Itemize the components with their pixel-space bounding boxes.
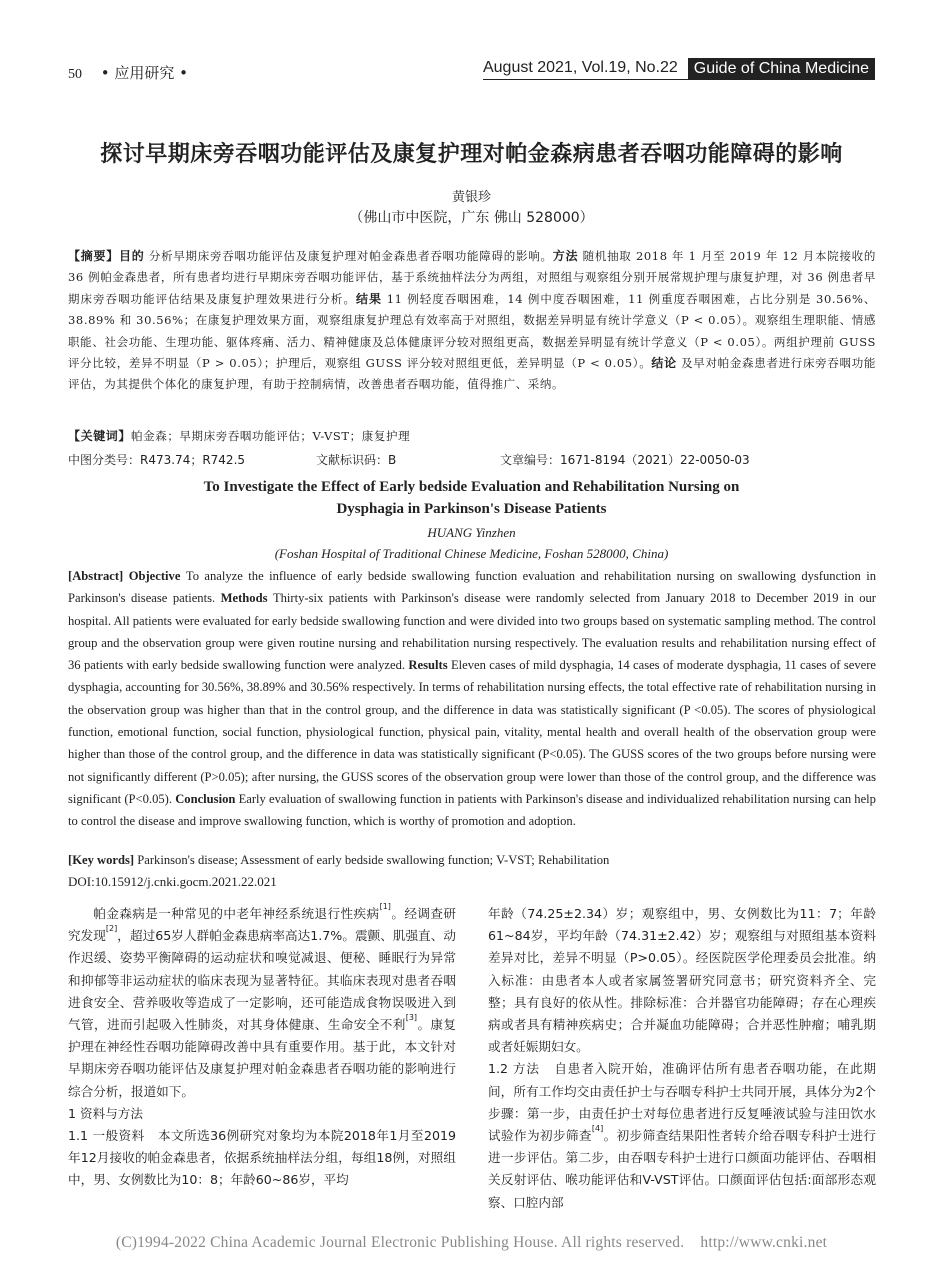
- running-header-right: [483, 58, 875, 80]
- body-text: ，超过65岁人群帕金森患病率高达1.7%。震颤、肌强直、动作迟缓、姿势平衡障碍的运动症状和嗅觉减退、便秘、睡眠行为异常和抑郁等非运动症状的临床表现为显著特征。其临床表现对患者吞咽进食安全、营养吸收等造成了一定影响，还可能造成食物误吸进入到气管，进而引起吸入性肺炎，对其身体健康、生命安全不利: [68, 928, 457, 1033]
- abstract-cn-methods-label: 方法: [552, 249, 579, 263]
- abstract-en-results: Eleven cases of mild dysphagia, 14 cases of moderate dysphagia, 11 cases of severe dysphagia, accounting for 30.56%, 38.89% and 30.56% respectively. In terms of rehabilitation nursing effects, the total effective rate of rehabilitation nursing in the observation group was higher than that in the control group, and the difference in data was statistically significant (P <0.05). The scores of physiological function, emotional function, social function, physiological function, physical pain, vitality, mental health and overall health of the observation group were higher than those of the control group, and the difference in data was statistically significant (P<0.05). The GUSS scores of the two groups before nursing were not significantly different (P>0.05); after nursing, the GUSS scores of the observation group were lower than those of the control group, and the difference was significant (P<0.05).: [68, 658, 876, 806]
- body-text: 。经调查研究发现: [68, 906, 457, 944]
- section-label: • 应用研究 •: [100, 64, 189, 82]
- abstract-cn-objective: 分析早期床旁吞咽功能评估及康复护理对帕金森患者吞咽功能障碍的影响。: [148, 249, 553, 263]
- body-text: 自患者入院开始，准确评估所有患者吞咽功能，在此期间，所有工作均交由责任护士与吞咽专科护士共同开展，具体分为2个步骤：第一步，由责任护士对每位患者进行反复唾液试验与洼田饮水试验作为初步筛查: [488, 1061, 876, 1144]
- abstract-en: [68, 565, 876, 833]
- section-heading: 1 资料与方法: [68, 1105, 143, 1121]
- document-code: 文献标识码：B: [316, 453, 397, 467]
- reference-marker[interactable]: [3]: [405, 1013, 418, 1023]
- issue-info: August 2021, Vol.19, No.22: [483, 58, 688, 80]
- article-title-en-line2: Dysphagia in Parkinson's Disease Patients: [336, 501, 607, 517]
- clc-number: 中图分类号：R473.74；R742.5: [68, 453, 246, 467]
- body-text: 年龄（74.25±2.34）岁；观察组中，男、女例数比为11：7；年龄61~84岁，平均年龄（74.31±2.42）岁；观察组与对照组基本资料差异对比，差异不明显（P>0.05）。经医院医学伦理委员会批准。纳入标准：由患者本人或者家属签署研究同意书；研究资料齐全、完整；具有良好的依从性。排除标准：合并器官功能障碍；存在心理疾病或者具有精神疾病史；合并凝血功能障碍；合并恶性肿瘤；哺乳期或者妊娠期妇女。: [488, 906, 876, 1055]
- author-en: HUANG Yinzhen: [427, 525, 516, 540]
- abstract-en-objective-label: Objective: [128, 569, 181, 583]
- abstract-cn-conclusion-label: 结论: [651, 356, 677, 371]
- affiliation-cn: （佛山市中医院，广东 佛山 528000）: [349, 210, 594, 226]
- keywords-en-label: [Key words]: [68, 853, 135, 867]
- journal-name-badge: Guide of China Medicine: [688, 58, 875, 80]
- abstract-cn: [68, 246, 876, 396]
- abstract-cn-label: 【摘要】: [68, 249, 119, 263]
- article-number: 文章编号：1671-8194（2021）22-0050-03: [500, 453, 750, 467]
- abstract-en-conclusion: Early evaluation of swallowing function in patients with Parkinson's disease and individualized rehabilitation nursing can help to control the disease and improve swallowing function, which is worthy of promotion and adoption.: [68, 791, 876, 829]
- abstract-cn-methods: 随机抽取 2018 年 1 月至 2019 年 12 月本院接收的 36 例帕金森患者，所有患者均进行早期床旁吞咽功能评估，基于系统抽样法分为两组，对照组与观察组分别开展常规护理与康复护理，对 36 例患者早期床旁吞咽功能评估结果及康复护理效果进行分析。: [68, 249, 877, 306]
- body-text: 。初步筛查结果阳性者转介给吞咽专科护士进行进一步评估。第二步，由吞咽专科护士进行口颜面功能评估、吞咽相关反射评估、喉功能评估和V-VST评估。口颜面评估包括:面部形态观察、口腔内部: [488, 1128, 877, 1210]
- body-paragraph: [488, 903, 876, 1058]
- body-column-right: [488, 903, 876, 1214]
- article-title-en-line1: To Investigate the Effect of Early bedside Evaluation and Rehabilitation Nursing on: [203, 479, 740, 495]
- body-column-left: [68, 903, 456, 1192]
- abstract-cn-conclusion: 及早对帕金森患者进行床旁吞咽功能评估，为其提供个体化的康复护理，有助于控制病情，改善患者吞咽功能，值得推广、采纳。: [68, 356, 876, 392]
- subsection-heading: 1.1 一般资料: [68, 1128, 145, 1144]
- abstract-cn-results-label: 结果: [355, 291, 383, 306]
- keywords-en-text: Parkinson's disease; Assessment of early bedside swallowing function; V-VST; Rehabilitation: [137, 853, 610, 867]
- footer-url[interactable]: http://www.cnki.net: [700, 1234, 828, 1251]
- abstract-en-conclusion-label: Conclusion: [175, 791, 236, 806]
- abstract-en-objective: To analyze the influence of early bedside swallowing function evaluation and rehabilitation nursing on swallowing dysfunction in Parkinson's disease patients.: [68, 569, 876, 606]
- copyright-footer: [0, 1234, 943, 1252]
- keywords-cn-text: 帕金森；早期床旁吞咽功能评估；V-VST；康复护理: [131, 429, 411, 443]
- body-text: 帕金森病是一种常见的中老年神经系统退行性疾病: [93, 906, 380, 921]
- abstract-en-methods: Thirty-six patients with Parkinson's disease were randomly selected from January 2018 to December 2019 in our hospital. All patients were evaluated for early bedside swallowing function and were divided into two groups based on systematic sampling method. The control group and the observation group were given routine nursing and rehabilitation nursing respectively. The evaluation results and rehabilitation nursing effect of 36 patients with early bedside swallowing function were analyzed.: [68, 591, 876, 673]
- abstract-cn-results: 11 例轻度吞咽困难，14 例中度吞咽困难，11 例重度吞咽困难，占比分别是 30.56%、38.89% 和 30.56%；在康复护理效果方面，观察组康复护理总有效率高于对照组，数据差异明显有统计学意义（P < 0.05）。观察组生理职能、情感职能、社会功能、生理功能、躯体疼痛、活力、精神健康及总体健康评分较对照组更高，数据差异明显有统计学意义（P < 0.05）。两组护理前 GUSS 评分比较，差异不明显（P > 0.05）；护理后，观察组 GUSS 评分较对照组更低，差异明显（P < 0.05）。: [68, 291, 876, 371]
- article-title-en: [0, 476, 943, 520]
- reference-marker[interactable]: [1]: [379, 902, 391, 911]
- abstract-en-methods-label: Methods: [220, 591, 268, 606]
- abstract-en-results-label: Results: [408, 658, 448, 673]
- body-paragraph: [68, 1125, 456, 1192]
- reference-marker[interactable]: [2]: [105, 924, 118, 934]
- article-title-cn: 探讨早期床旁吞咽功能评估及康复护理对帕金森病患者吞咽功能障碍的影响: [100, 142, 843, 167]
- body-text: 本文所选36例研究对象均为本院2018年1月至2019年12月接收的帕金森患者，依据系统抽样法分组，每组18例，对照组中，男、女例数比为10：8；年龄60~86岁，平均: [68, 1128, 456, 1188]
- copyright-text: (C)1994-2022 China Academic Journal Electronic Publishing House. All rights reserved.: [115, 1234, 685, 1251]
- body-paragraph: [68, 903, 456, 1103]
- reference-marker[interactable]: [4]: [591, 1124, 604, 1134]
- keywords-en: [68, 853, 876, 868]
- abstract-cn-objective-label: 目的: [118, 249, 145, 263]
- affiliation-en: (Foshan Hospital of Traditional Chinese Medicine, Foshan 528000, China): [274, 546, 669, 561]
- running-header-left: [68, 62, 188, 83]
- body-paragraph: [488, 1058, 876, 1213]
- subsection-heading: 1.2 方法: [488, 1061, 540, 1077]
- doi: DOI:10.15912/j.cnki.gocm.2021.22.021: [68, 874, 277, 889]
- body-text: 。康复护理在神经性吞咽功能障碍改善中具有重要作用。基于此，本文针对早期床旁吞咽功能评估及康复护理对帕金森患者吞咽功能的影响进行综合分析，报道如下。: [68, 1017, 457, 1099]
- keywords-cn: [68, 427, 876, 444]
- author-cn: 黄银珍: [451, 190, 491, 205]
- keywords-cn-label: 【关键词】: [68, 429, 132, 443]
- abstract-en-label: [Abstract]: [68, 569, 124, 583]
- page-number: 50: [68, 67, 82, 82]
